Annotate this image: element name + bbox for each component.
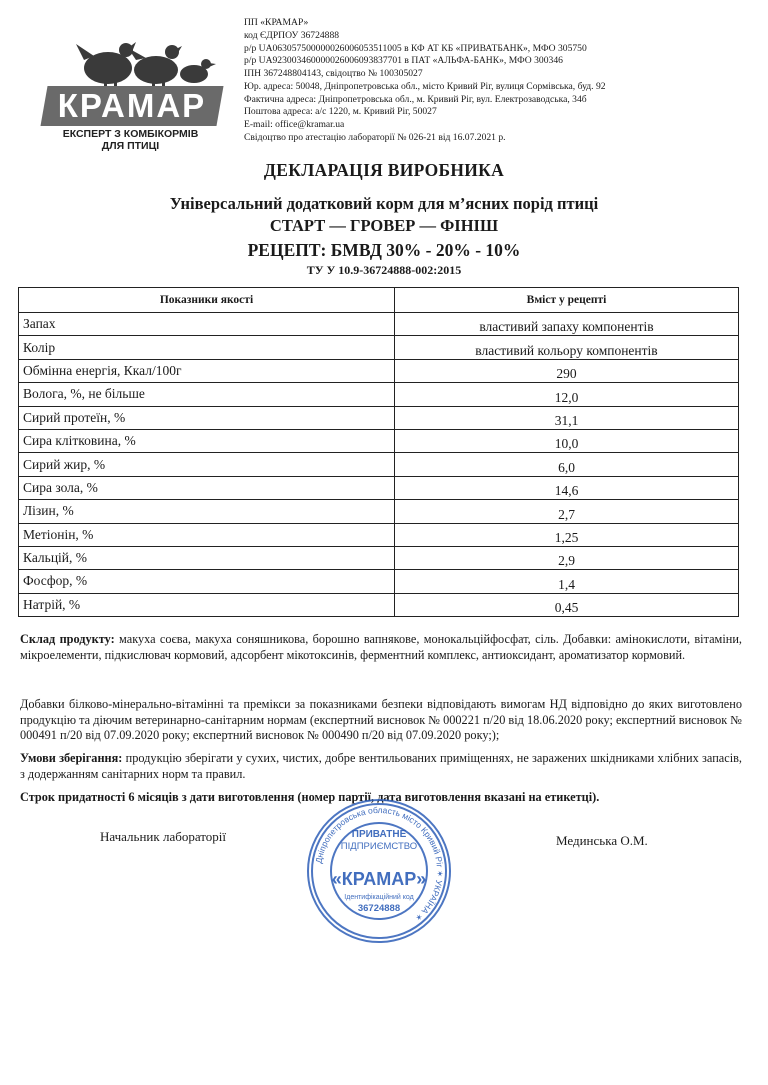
column-header: Показники якості <box>19 288 395 313</box>
indicator-name: Фосфор, % <box>19 570 395 593</box>
requisite-line: р/р UA923003460000026006093837701 в ПАТ «АЛЬФА-БАНК», МФО 300346 <box>244 55 563 67</box>
logo-tagline-line-2: ДЛЯ ПТИЦІ <box>101 140 160 152</box>
product-subtitle: Універсальний додатковий корм для м’ясних порід птиці <box>169 194 599 213</box>
svg-text:36724888: 36724888 <box>357 903 401 914</box>
indicator-name: Натрій, % <box>19 593 395 616</box>
indicator-value: властивий кольору компонентів <box>395 336 739 359</box>
requisite-line: р/р UA063057500000026006053511005 в КФ АТ КБ «ПРИВАТБАНК», МФО 305750 <box>244 42 587 54</box>
signer-name: Мединська О.М. <box>556 833 648 848</box>
logo-tagline-line-1: ЕКСПЕРТ З КОМБІКОРМІВ <box>62 128 199 140</box>
svg-text:«КРАМАР»: «КРАМАР» <box>331 869 427 889</box>
table-row <box>19 500 739 523</box>
indicator-value: 2,9 <box>395 546 739 569</box>
requisite-line: E-mail: office@kramar.ua <box>244 119 345 130</box>
requisite-line: Фактична адреса: Дніпропетровська обл., м. Кривий Ріг, вул. Електрозаводська, 34б <box>244 93 587 105</box>
company-logo <box>38 30 223 160</box>
table-row <box>19 546 739 569</box>
recipe-title: РЕЦЕПТ: БМВД 30% - 20% - 10% <box>247 240 521 260</box>
poultry-birds-icon <box>68 30 218 92</box>
company-requisites <box>244 17 606 145</box>
indicator-name: Лізин, % <box>19 500 395 523</box>
indicator-name: Запах <box>19 313 395 336</box>
table-row <box>19 570 739 593</box>
indicator-value: 14,6 <box>395 476 739 499</box>
indicator-name: Волога, %, не більше <box>19 383 395 406</box>
company-stamp-seal <box>305 797 453 945</box>
requisite-line: код ЄДРПОУ 36724888 <box>244 29 340 41</box>
indicator-value: 10,0 <box>395 429 739 452</box>
requisite-line: Свідоцтво про атестацію лабораторії № 026-21 від 16.07.2021 р. <box>244 131 506 143</box>
indicator-name: Колір <box>19 336 395 359</box>
quality-table <box>18 287 739 617</box>
indicator-name: Сира клітковина, % <box>19 429 395 452</box>
indicator-value: 0,45 <box>395 593 739 616</box>
indicator-value: властивий запаху компонентів <box>395 313 739 336</box>
composition-label: Склад продукту: <box>20 632 115 646</box>
indicator-value: 6,0 <box>395 453 739 476</box>
svg-text:ПРИВАТНЕ: ПРИВАТНЕ <box>351 829 407 840</box>
indicator-name: Сирий протеїн, % <box>19 406 395 429</box>
composition-paragraph <box>20 632 742 663</box>
indicator-name: Обмінна енергія, Ккал/100г <box>19 359 395 382</box>
svg-text:ПІДПРИЄМСТВО: ПІДПРИЄМСТВО <box>340 841 418 852</box>
requisite-line: Юр. адреса: 50048, Дніпропетровська обл., місто Кривий Ріг, вулиця Сормівська, буд. 92 <box>244 80 606 92</box>
indicator-value: 1,25 <box>395 523 739 546</box>
storage-text: продукцію зберігати у сухих, чистих, добре вентильованих приміщеннях, не заражених шкідниками хлібних запасів, з додержанням санітарних норм та правил. <box>20 751 742 781</box>
storage-paragraph <box>20 751 742 782</box>
column-header: Вміст у рецепті <box>395 288 739 313</box>
document-title: ДЕКЛАРАЦІЯ ВИРОБНИКА <box>263 160 505 180</box>
safety-paragraph: Добавки білково-мінерально-вітамінні та премікси за показниками безпеки відповідають вимогам НД відповідно до яких виготовлено продукцію та діючим ветеринарно-санітарним нормам (експертний висновок № 000221 п/20 від 18.06.2020 року; експертний висновок № 000491 п/20 від 07.09.2020 року; експертний висновок № 000490 п/20 від 07.09.2020 року;); <box>20 697 742 743</box>
table-row <box>19 336 739 359</box>
table-header-row <box>19 288 739 313</box>
table-row <box>19 359 739 382</box>
indicator-name: Кальцій, % <box>19 546 395 569</box>
table-row <box>19 383 739 406</box>
indicator-value: 12,0 <box>395 383 739 406</box>
table-row <box>19 523 739 546</box>
svg-text:Ідентифікаційний код: Ідентифікаційний код <box>344 894 414 901</box>
requisite-line: ПП «КРАМАР» <box>244 17 309 28</box>
indicator-name: Метіонін, % <box>19 523 395 546</box>
indicator-value: 2,7 <box>395 500 739 523</box>
shelf-life-paragraph: Строк придатності 6 місяців з дати виготовлення (номер партії, дата виготовлення вказані на етикетці). <box>20 790 600 804</box>
indicator-value: 290 <box>395 359 739 382</box>
table-row <box>19 313 739 336</box>
indicator-name: Сирий жир, % <box>19 453 395 476</box>
table-row <box>19 429 739 452</box>
technical-spec: ТУ У 10.9-36724888-002:2015 <box>306 263 462 277</box>
logo-wordmark: КРАМАР <box>57 87 207 124</box>
table-row <box>19 453 739 476</box>
requisite-line: ІПН 367248804143, свідоцтво № 100305027 <box>244 68 423 79</box>
table-row <box>19 406 739 429</box>
table-row <box>19 476 739 499</box>
indicator-name: Сира зола, % <box>19 476 395 499</box>
logo-tagline <box>38 128 223 152</box>
svg-text:Дніпропетровська область місто: Дніпропетровська область місто Кривий Ріг ✶ УКРАЇНА ✶ <box>313 804 446 924</box>
product-stages: СТАРТ — ГРОВЕР — ФІНІШ <box>269 216 499 235</box>
storage-label: Умови зберігання: <box>20 751 123 765</box>
requisite-line: Поштова адреса: а/с 1220, м. Кривий Ріг, 50027 <box>244 106 437 118</box>
signer-position: Начальник лабораторії <box>100 829 226 844</box>
table-row <box>19 593 739 616</box>
indicator-value: 31,1 <box>395 406 739 429</box>
indicator-value: 1,4 <box>395 570 739 593</box>
composition-text: макуха соєва, макуха соняшникова, борошно вапнякове, монокальційфосфат, сіль. Добавки: амінокислоти, вітаміни, мікроелементи, підкислювач кормовий, адсорбент мікотоксинів, ферментний комплекс, антиоксидант, ароматизатор кормовий. <box>20 632 742 662</box>
